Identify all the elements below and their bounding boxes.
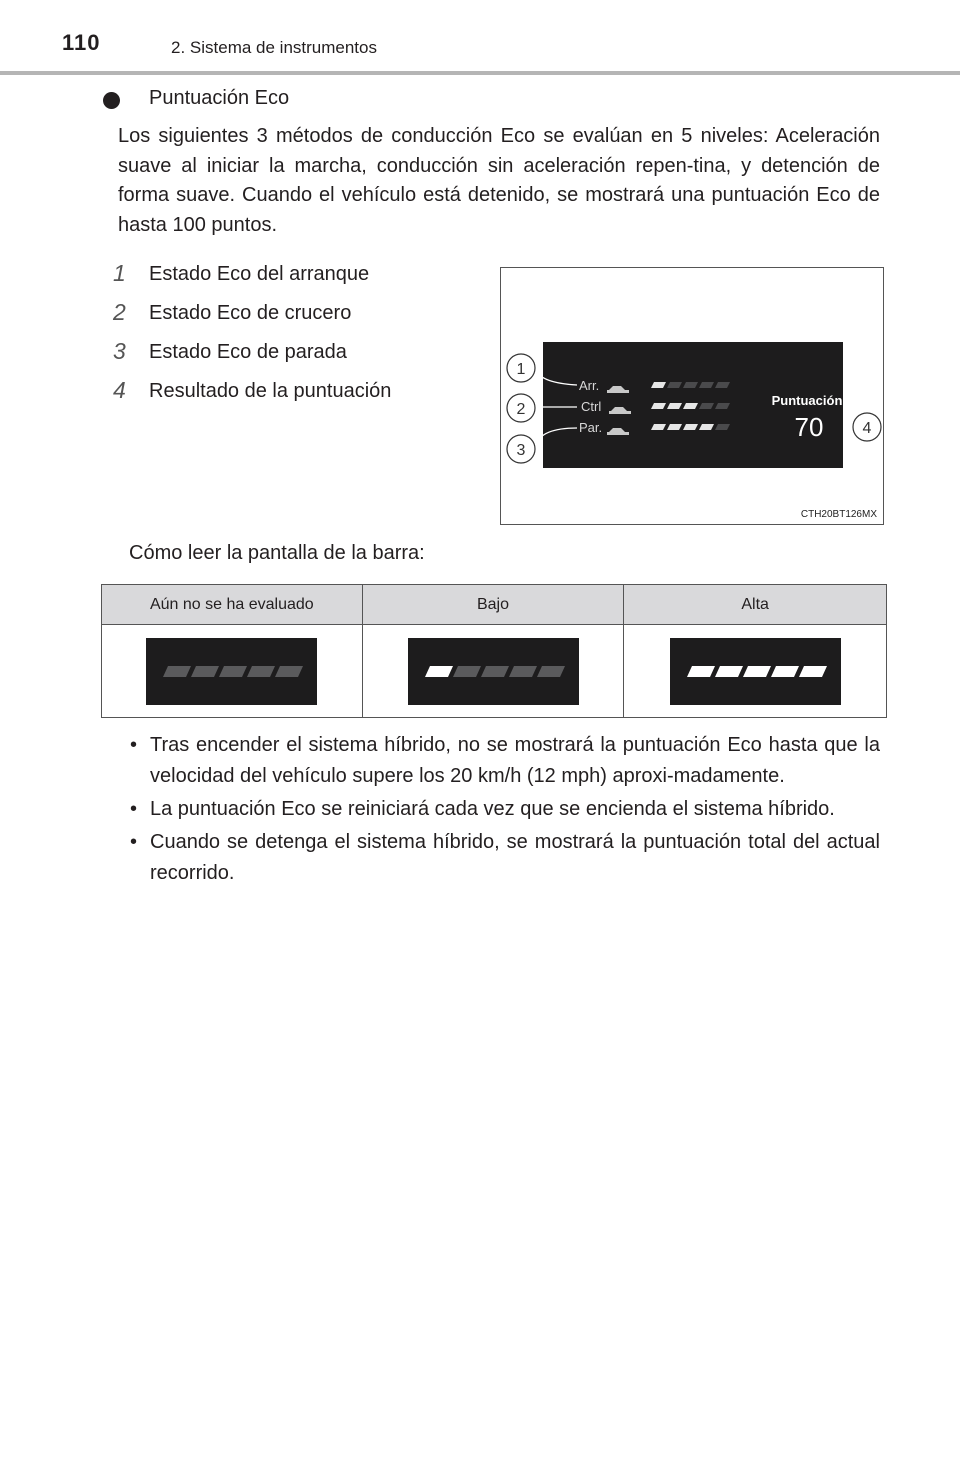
chapter-title: 2. Sistema de instrumentos: [171, 38, 377, 57]
item-number-2: 2: [113, 299, 126, 325]
eco-display-illustration: [501, 268, 883, 524]
bar-reading-table: [101, 584, 887, 718]
svg-text:1: 1: [516, 361, 526, 378]
bar-segment: [219, 666, 247, 677]
cell-not-evaluated: [102, 625, 363, 718]
callout-4: [853, 413, 881, 441]
svg-text:2: 2: [516, 401, 526, 418]
bar-segment: [799, 666, 827, 677]
score-value: 70: [794, 412, 824, 442]
note-text-2: La puntuación Eco se reiniciará cada vez que se encienda el sistema híbrido.: [150, 798, 835, 820]
bar-segment: [453, 666, 481, 677]
note-text-3: Cuando se detenga el sistema híbrido, se mostrará la puntuación total del actual recorrido.: [150, 831, 880, 884]
bar-segment: [163, 666, 191, 677]
cell-low: [362, 625, 624, 718]
list-item: [118, 827, 880, 889]
bar-segment: [247, 666, 275, 677]
item-label-1: Estado Eco del arranque: [149, 263, 370, 285]
column-not-evaluated: Aún no se ha evaluado: [102, 585, 363, 625]
bar-segment: [191, 666, 219, 677]
page-number: 110: [62, 30, 101, 55]
svg-text:4: 4: [862, 420, 872, 437]
callout-3: [507, 435, 535, 463]
column-high: Alta: [624, 585, 887, 625]
table-header-row: [102, 585, 887, 625]
item-label-3: Estado Eco de parada: [149, 341, 347, 363]
bar-segment: [743, 666, 771, 677]
intro-paragraph: Los siguientes 3 métodos de conducción Eco se evalúan en 5 niveles: Aceleración suave al iniciar la marcha, conducción sin aceleración repen-tina, y detención de forma suave. Cuando el vehículo está detenido, se mostrará una puntuación Eco de hasta 100 puntos.: [118, 125, 880, 236]
item-number-3: 3: [113, 338, 126, 364]
bullet-dot-icon: •: [130, 831, 138, 853]
table-row: [102, 625, 887, 718]
header-divider: [0, 71, 960, 75]
score-title: Puntuación: [771, 393, 843, 408]
bar-segment: [771, 666, 799, 677]
row-label-start: Arr.: [579, 378, 600, 393]
list-item: [118, 730, 880, 792]
bar-display-high: [670, 638, 841, 705]
bar-segment: [687, 666, 715, 677]
bullet-circle-icon: [103, 92, 120, 109]
bar-segment: [509, 666, 537, 677]
svg-text:3: 3: [516, 442, 526, 459]
figure-code: CTH20BT126MX: [800, 509, 877, 520]
row-label-cruise: Ctrl: [581, 399, 602, 414]
bar-segment: [425, 666, 453, 677]
callout-2: [507, 394, 535, 422]
cell-high: [624, 625, 887, 718]
bar-segment: [481, 666, 509, 677]
callout-1: [507, 354, 535, 382]
bar-display-not-evaluated: [146, 638, 317, 705]
eco-score-figure: [500, 267, 884, 525]
item-label-2: Estado Eco de crucero: [149, 302, 352, 324]
column-low: Bajo: [362, 585, 624, 625]
notes-list: [118, 730, 880, 891]
row-label-stop: Par.: [579, 420, 603, 435]
bullet-dot-icon: •: [130, 798, 138, 820]
bullet-dot-icon: •: [130, 734, 138, 756]
bar-display-low: [408, 638, 579, 705]
bar-segment: [715, 666, 743, 677]
note-text-1: Tras encender el sistema híbrido, no se mostrará la puntuación Eco hasta que la velocidad del vehículo supere los 20 km/h (12 mph) aproxi-madamente.: [150, 734, 880, 787]
section-title: Puntuación Eco: [149, 87, 290, 109]
bar-segment: [275, 666, 303, 677]
item-label-4: Resultado de la puntuación: [149, 380, 392, 402]
item-number-1: 1: [113, 260, 126, 286]
bar-reading-caption: Cómo leer la pantalla de la barra:: [129, 542, 425, 564]
item-number-4: 4: [113, 377, 126, 403]
list-item: [118, 794, 880, 825]
bar-segment: [537, 666, 565, 677]
